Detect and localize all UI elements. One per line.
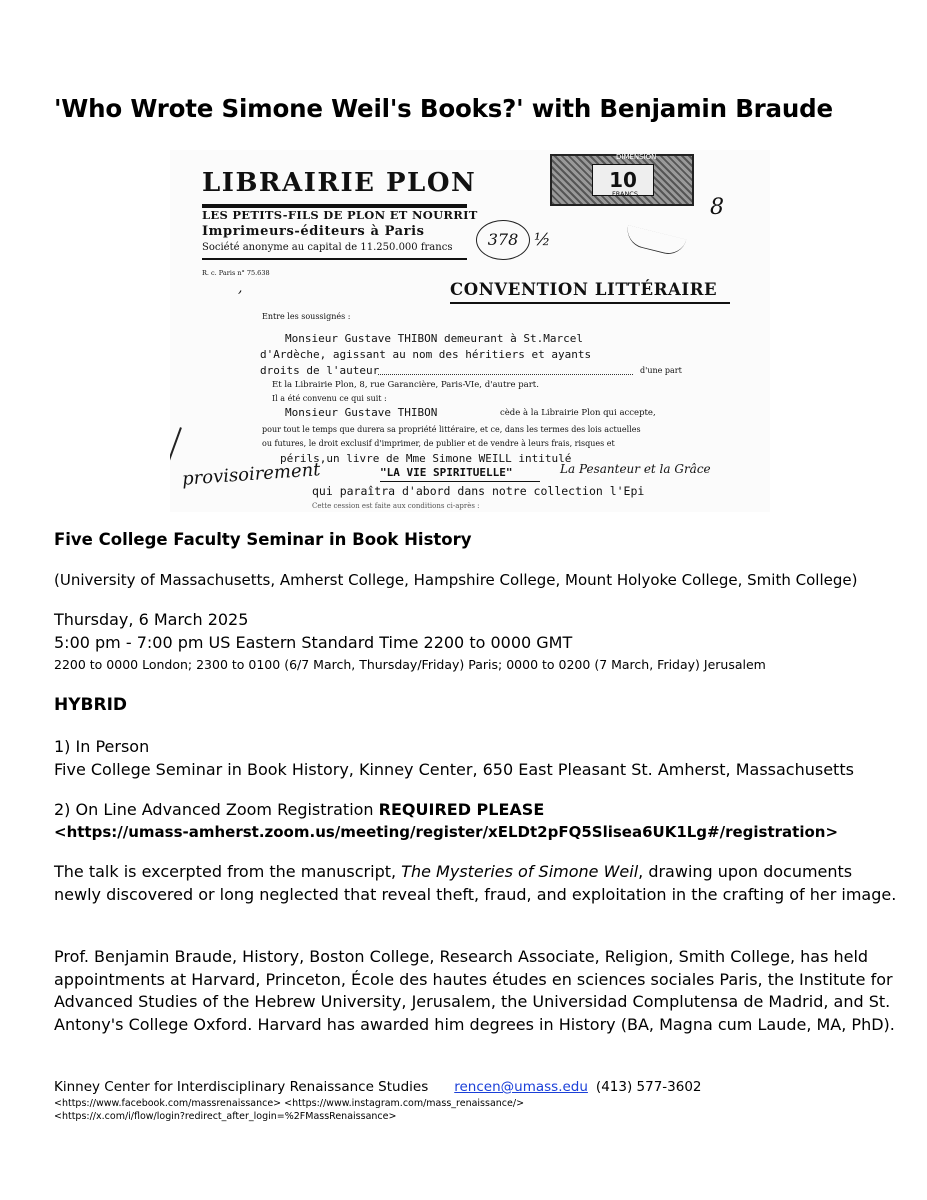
talk-text: The talk is excerpted from the manuscript, <box>54 862 402 881</box>
scan-typed-line: Monsieur Gustave THIBON demeurant à St.Marcel <box>285 332 584 345</box>
in-person-location: Five College Seminar in Book History, Kinney Center, 650 East Pleasant St. Amherst, Massachusetts <box>54 760 854 779</box>
stamp-label: DIMENSION <box>616 153 657 161</box>
event-date: Thursday, 6 March 2025 <box>54 610 249 629</box>
scan-printed-text: ou futures, le droit exclusif d'imprimer, de publier et de vendre à leurs frais, risques et <box>262 439 615 448</box>
organization-name: Kinney Center for Interdisciplinary Renaissance Studies <box>54 1079 429 1095</box>
seminar-heading: Five College Faculty Seminar in Book History <box>54 530 472 549</box>
scan-handwritten-number: 378 <box>476 220 530 260</box>
scan-handwritten-note: provisoirement <box>181 459 322 490</box>
scan-typed-line: Monsieur Gustave THIBON <box>285 406 438 419</box>
required-notice: REQUIRED PLEASE <box>378 800 545 819</box>
scan-rule <box>202 258 467 260</box>
event-timezones: 2200 to 0000 London; 2300 to 0100 (6/7 March, Thursday/Friday) Paris; 0000 to 0200 (7 March, Friday) Jerusalem <box>54 657 766 672</box>
scan-publisher-line1: LES PETITS-FILS DE PLON ET NOURRIT <box>202 208 478 222</box>
social-link-x[interactable]: <https://x.com/i/flow/login?redirect_after_login=%2FMassRenaissance> <box>54 1111 397 1122</box>
talk-description <box>54 861 900 906</box>
scan-publisher-line3: Société anonyme au capital de 11.250.000 francs <box>202 242 453 253</box>
phone-number: (413) 577-3602 <box>595 1079 702 1095</box>
online-registration-label <box>54 800 544 819</box>
scan-handwritten-mark: 8 <box>710 195 724 220</box>
scan-handwritten-note: La Pesanteur et la Grâce <box>560 462 711 476</box>
online-label-text: 2) On Line Advanced Zoom Registration <box>54 800 379 819</box>
scan-entre: Entre les soussignés : <box>262 312 351 321</box>
scan-publisher-line2: Imprimeurs-éditeurs à Paris <box>202 224 425 239</box>
contract-scan-image <box>170 150 770 512</box>
manuscript-title: The Mysteries of Simone Weil <box>401 862 639 881</box>
scan-tax-stamp <box>550 154 694 206</box>
scan-handwritten-scribble <box>624 225 687 258</box>
scan-handwritten-stroke: , <box>238 280 243 296</box>
zoom-registration-link[interactable]: <https://umass-amherst.zoom.us/meeting/register/xELDt2pFQ5Slisea6UK1Lg#/registration> <box>54 823 839 841</box>
scan-typed-line: d'Ardèche, agissant au nom des héritiers et ayants <box>260 348 592 361</box>
hybrid-heading: HYBRID <box>54 695 128 715</box>
scan-typed-title: "LA VIE SPIRITUELLE" <box>380 466 513 479</box>
scan-typed-line: droits de l'auteur <box>260 364 380 377</box>
stamp-label-bottom: FRANCS <box>612 190 638 198</box>
scan-publisher-header: LIBRAIRIE PLON <box>202 168 477 198</box>
scan-rc-number: R. c. Paris n° 75.638 <box>202 269 270 277</box>
scan-printed-text: pour tout le temps que durera sa propriété littéraire, et ce, dans les termes des lois actuelles <box>262 425 641 434</box>
social-links[interactable]: <https://www.facebook.com/massrenaissance> <https://www.instagram.com/mass_renaissance/> <box>54 1098 525 1109</box>
email-link[interactable]: rencen@umass.edu <box>454 1079 588 1095</box>
scan-printed-text: d'une part <box>640 366 682 375</box>
scan-typed-line: qui paraîtra d'abord dans notre collection l'Epi <box>312 484 645 498</box>
scan-printed-text: Et la Librairie Plon, 8, rue Garancière, Paris-VIe, d'autre part. <box>272 380 539 390</box>
footer-contact <box>54 1079 702 1095</box>
colleges-list: (University of Massachusetts, Amherst College, Hampshire College, Mount Holyoke College, Smith College) <box>54 571 858 589</box>
scan-convention-heading: CONVENTION LITTÉRAIRE <box>450 280 718 299</box>
scan-printed-text: cède à la Librairie Plon qui accepte, <box>500 408 656 418</box>
scan-printed-text: Il a été convenu ce qui suit : <box>272 394 387 403</box>
speaker-bio: Prof. Benjamin Braude, History, Boston College, Research Associate, Religion, Smith College, has held appointments at Harvard, Princeton, École des hautes études en sciences sociales Paris, the Institute for Advanced Studies of the Hebrew University, Jerusalem, the Universidad Complutensa de Madrid, and St. Antony's College Oxford. Harvard has awarded him degrees in History (BA, Magna cum Laude, MA, PhD). <box>54 947 895 1034</box>
scan-dotted-line <box>378 374 633 375</box>
scan-underline <box>380 481 540 482</box>
event-time: 5:00 pm - 7:00 pm US Eastern Standard Time 2200 to 0000 GMT <box>54 633 573 652</box>
scan-handwritten-half: ½ <box>534 230 551 250</box>
scan-rule <box>450 302 730 304</box>
talk-text: , drawing upon documents newly discovered or long neglected that reveal theft, fraud, and exploitation in the crafting of her image. <box>54 862 897 904</box>
page-title: 'Who Wrote Simone Weil's Books?' with Benjamin Braude <box>54 94 833 123</box>
in-person-label: 1) In Person <box>54 737 150 756</box>
scan-typed-line: périls,un livre de Mme Simone WEILL intitulé <box>280 452 572 465</box>
scan-printed-text: Cette cession est faite aux conditions ci-après : <box>312 502 480 510</box>
stamp-value: 10 <box>592 164 654 196</box>
